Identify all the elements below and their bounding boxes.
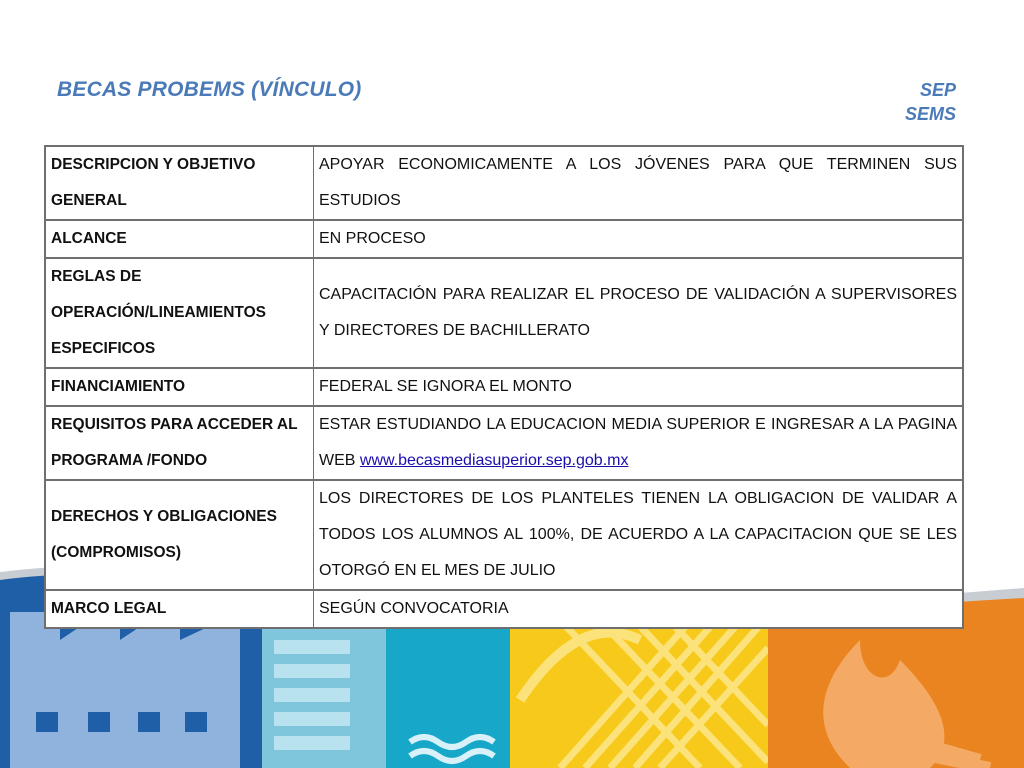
- row-label: REQUISITOS PARA ACCEDER AL PROGRAMA /FONDO: [45, 406, 314, 480]
- row-value: LOS DIRECTORES DE LOS PLANTELES TIENEN LA OBLIGACION DE VALIDAR A TODOS LOS ALUMNOS AL 100%, DE ACUERDO A LA CAPACITACION QUE SE LES OTORGÓ EN EL MES DE JULIO: [314, 480, 964, 590]
- row-label: ALCANCE: [45, 220, 314, 258]
- org-line-sep: SEP: [919, 80, 956, 100]
- table-row: [45, 368, 963, 406]
- row-label: DESCRIPCION Y OBJETIVO GENERAL: [45, 146, 314, 220]
- table-row: [45, 406, 963, 480]
- organization-label: [905, 78, 956, 126]
- row-value: FEDERAL SE IGNORA EL MONTO: [314, 368, 964, 406]
- row-value: SEGÚN CONVOCATORIA: [314, 590, 964, 628]
- row-value: CAPACITACIÓN PARA REALIZAR EL PROCESO DE VALIDACIÓN A SUPERVISORES Y DIRECTORES DE BACHILLERATO: [314, 258, 964, 368]
- slide-title: BECAS PROBEMS (VÍNCULO): [57, 78, 362, 101]
- table-row: [45, 146, 963, 220]
- requirements-text: ESTAR ESTUDIANDO LA EDUCACION MEDIA SUPERIOR E INGRESAR A LA PAGINA WEB: [319, 416, 957, 469]
- table-row: [45, 220, 963, 258]
- org-line-sems: SEMS: [904, 104, 956, 124]
- row-value: APOYAR ECONOMICAMENTE A LOS JÓVENES PARA QUE TERMINEN SUS ESTUDIOS: [314, 146, 964, 220]
- row-label: MARCO LEGAL: [45, 590, 314, 628]
- row-value: [314, 406, 964, 480]
- row-label: REGLAS DE OPERACIÓN/LINEAMIENTOS ESPECIFICOS: [45, 258, 314, 368]
- row-value: EN PROCESO: [314, 220, 964, 258]
- row-label: FINANCIAMIENTO: [45, 368, 314, 406]
- table-row: [45, 258, 963, 368]
- becas-website-link[interactable]: www.becasmediasuperior.sep.gob.mx: [359, 452, 629, 469]
- table-row: [45, 480, 963, 590]
- program-info-table: [44, 145, 964, 629]
- table-row: [45, 590, 963, 628]
- row-label: DERECHOS Y OBLIGACIONES (COMPROMISOS): [45, 480, 314, 590]
